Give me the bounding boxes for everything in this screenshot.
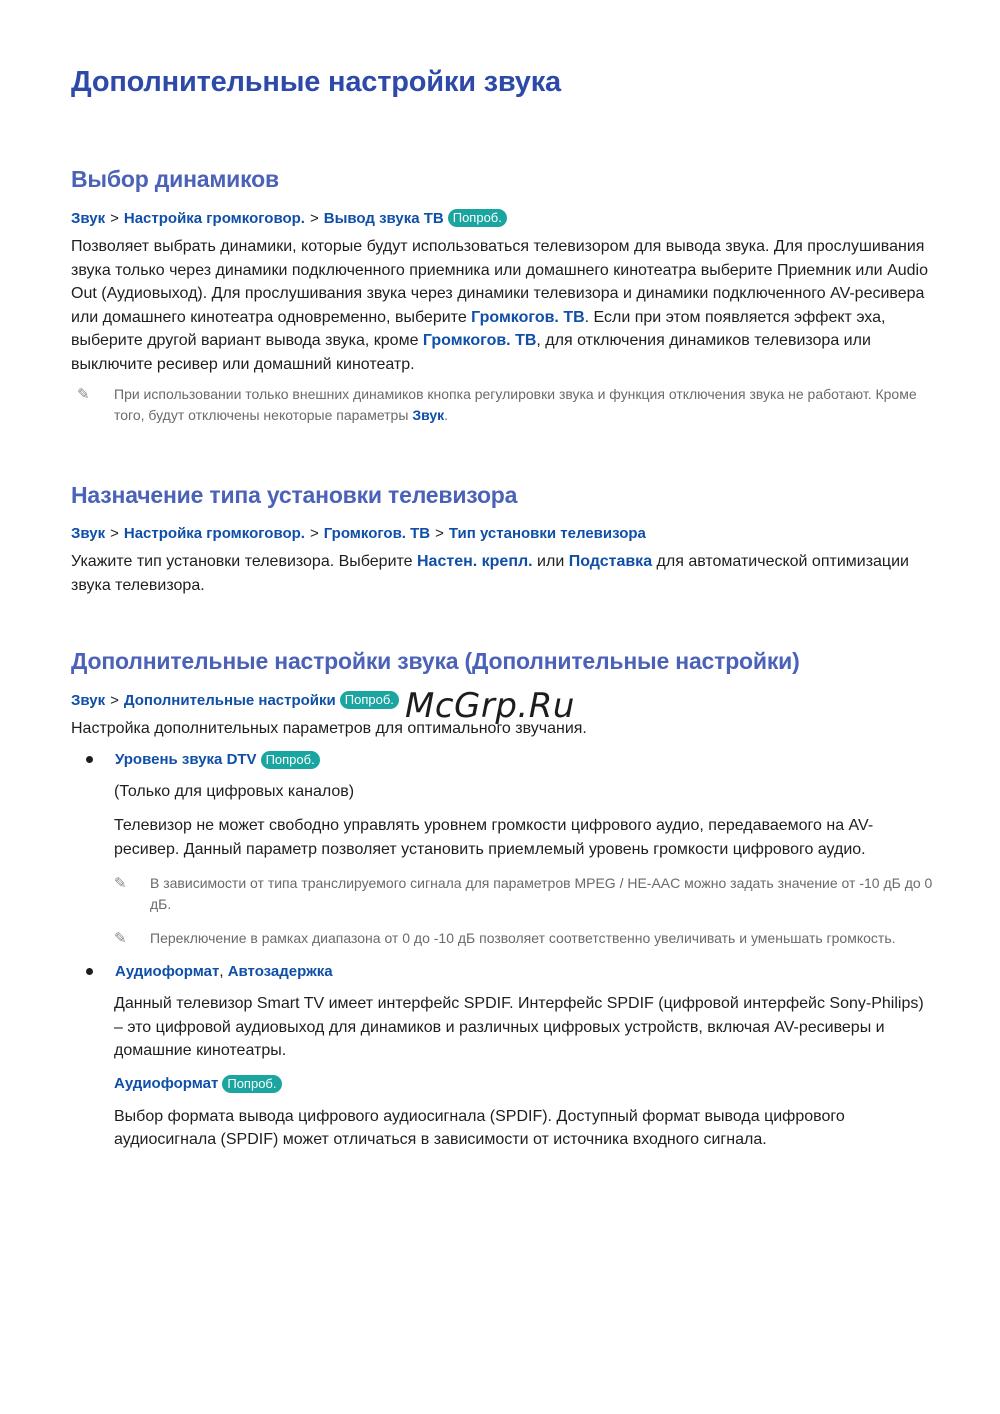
body-text: , для отключения динамиков телевизора или выключите ресивер или домашний кинотеатр. bbox=[71, 332, 871, 373]
pencil-icon: ✎ bbox=[114, 875, 127, 892]
watermark: McGrp.Ru bbox=[405, 686, 575, 726]
option-link[interactable]: Звук bbox=[412, 407, 445, 423]
breadcrumb bbox=[71, 525, 933, 542]
note bbox=[108, 873, 933, 915]
bullet-dot bbox=[86, 968, 93, 975]
list-item-header bbox=[71, 751, 933, 769]
note bbox=[108, 928, 933, 949]
breadcrumb-separator: > bbox=[435, 525, 444, 542]
note-text: В зависимости от типа транслируемого сигнала для параметров MPEG / HE-AAC можно задать значение от -10 дБ до 0 дБ. bbox=[150, 875, 933, 912]
option-link[interactable]: Настен. крепл. bbox=[417, 553, 533, 570]
body-text: . Если при этом появляется эффект эха, выберите другой вариант вывода звука, кроме bbox=[71, 308, 886, 349]
breadcrumb-item-sound[interactable]: Звук bbox=[71, 525, 106, 542]
breadcrumb-item-sound[interactable]: Звук bbox=[71, 691, 106, 709]
sub-item-header bbox=[114, 1075, 933, 1093]
breadcrumb-item-tv-speaker[interactable]: Громкогов. ТВ bbox=[323, 525, 431, 542]
section-heading: Дополнительные настройки звука (Дополнительные настройки) bbox=[71, 648, 800, 674]
breadcrumb-item-speaker-settings[interactable]: Настройка громкоговор. bbox=[123, 525, 305, 542]
section-body: Настройка дополнительных параметров для оптимального звучания. bbox=[71, 720, 587, 737]
try-now-button[interactable]: Попроб. bbox=[222, 1075, 281, 1093]
section-heading: Выбор динамиков bbox=[71, 166, 279, 192]
pencil-icon: ✎ bbox=[77, 386, 90, 403]
pencil-icon: ✎ bbox=[114, 930, 127, 947]
item-description: Данный телевизор Smart TV имеет интерфейс SPDIF. Интерфейс SPDIF (цифровой интерфейс Sony-Philips) – это цифровой аудиовыход для динамиков и различных цифровых устройств, включая AV-ресиверы и домашние кинотеатры. bbox=[114, 995, 924, 1059]
page-title: Дополнительные настройки звука bbox=[71, 66, 561, 98]
note bbox=[71, 384, 933, 426]
list-item-audio-format bbox=[71, 963, 933, 1152]
breadcrumb bbox=[71, 209, 933, 227]
item-title-separator: , bbox=[219, 963, 228, 980]
section-speaker-select bbox=[71, 166, 933, 426]
breadcrumb-item-tv-sound-output[interactable]: Вывод звука ТВ bbox=[323, 209, 444, 227]
breadcrumb-separator: > bbox=[110, 525, 119, 542]
note-text: При использовании только внешних динамиков кнопка регулировки звука и функция отключения звука не работают. Кроме того, будут отключены некоторые параметры Звук. bbox=[114, 386, 917, 423]
option-link[interactable]: Громкогов. ТВ bbox=[471, 308, 585, 326]
try-now-button[interactable]: Попроб. bbox=[261, 751, 320, 769]
breadcrumb-item-advanced-settings[interactable]: Дополнительные настройки bbox=[123, 691, 336, 709]
sub-item-title[interactable]: Аудиоформат bbox=[114, 1075, 219, 1092]
section-body bbox=[71, 235, 933, 376]
item-description: Телевизор не может свободно управлять уровнем громкости цифрового аудио, передаваемого на AV-ресивер. Данный параметр позволяет установить приемлемый уровень громкости цифрового аудио. bbox=[114, 817, 874, 858]
try-now-button[interactable]: Попроб. bbox=[448, 209, 507, 227]
item-title[interactable]: Уровень звука DTV bbox=[115, 751, 257, 768]
breadcrumb-separator: > bbox=[309, 525, 319, 542]
option-link[interactable]: Громкогов. ТВ bbox=[422, 332, 537, 349]
try-now-button[interactable]: Попроб. bbox=[340, 691, 399, 709]
sub-item-description: Выбор формата вывода цифрового аудиосигнала (SPDIF). Доступный формат вывода цифрового аудиосигнала (SPDIF) может отличаться в зависимости от источника входного сигнала. bbox=[114, 1107, 845, 1148]
section-heading: Назначение типа установки телевизора bbox=[71, 482, 518, 508]
list-item-dtv-level bbox=[71, 751, 933, 950]
body-text: Позволяет выбрать динамики, которые будут использоваться телевизором для вывода звука. Для прослушивания звука только через динамики подключенного приемника или домашнего кинотеатра выберите Приемник или Audio Out (Аудиовыход). Для прослушивания звука через динамики телевизора и динамики подключенного AV-ресивера или домашнего кинотеатра одновременно, выберите bbox=[71, 238, 928, 326]
list-item-header bbox=[71, 963, 933, 980]
breadcrumb-item-sound[interactable]: Звук bbox=[71, 209, 106, 227]
breadcrumb-item-speaker-settings[interactable]: Настройка громкоговор. bbox=[123, 209, 305, 227]
item-note-paren: (Только для цифровых каналов) bbox=[114, 782, 355, 800]
breadcrumb-separator: > bbox=[110, 691, 119, 709]
bullet-dot bbox=[86, 756, 93, 763]
option-link[interactable]: Подставка bbox=[568, 553, 653, 570]
item-title-auto-delay[interactable]: Автозадержка bbox=[227, 963, 333, 980]
section-install-type bbox=[71, 482, 933, 597]
breadcrumb-separator: > bbox=[110, 209, 119, 227]
breadcrumb-item-install-type[interactable]: Тип установки телевизора bbox=[448, 525, 646, 542]
note-text: Переключение в рамках диапазона от 0 до -10 дБ позволяет соответственно увеличивать и уменьшать громкость. bbox=[150, 930, 896, 946]
section-body: Укажите тип установки телевизора. Выберите Настен. крепл. или Подставка для автоматической оптимизации звука телевизора. bbox=[71, 553, 909, 594]
item-title-audio-format[interactable]: Аудиоформат bbox=[115, 963, 220, 980]
breadcrumb-separator: > bbox=[309, 209, 319, 227]
